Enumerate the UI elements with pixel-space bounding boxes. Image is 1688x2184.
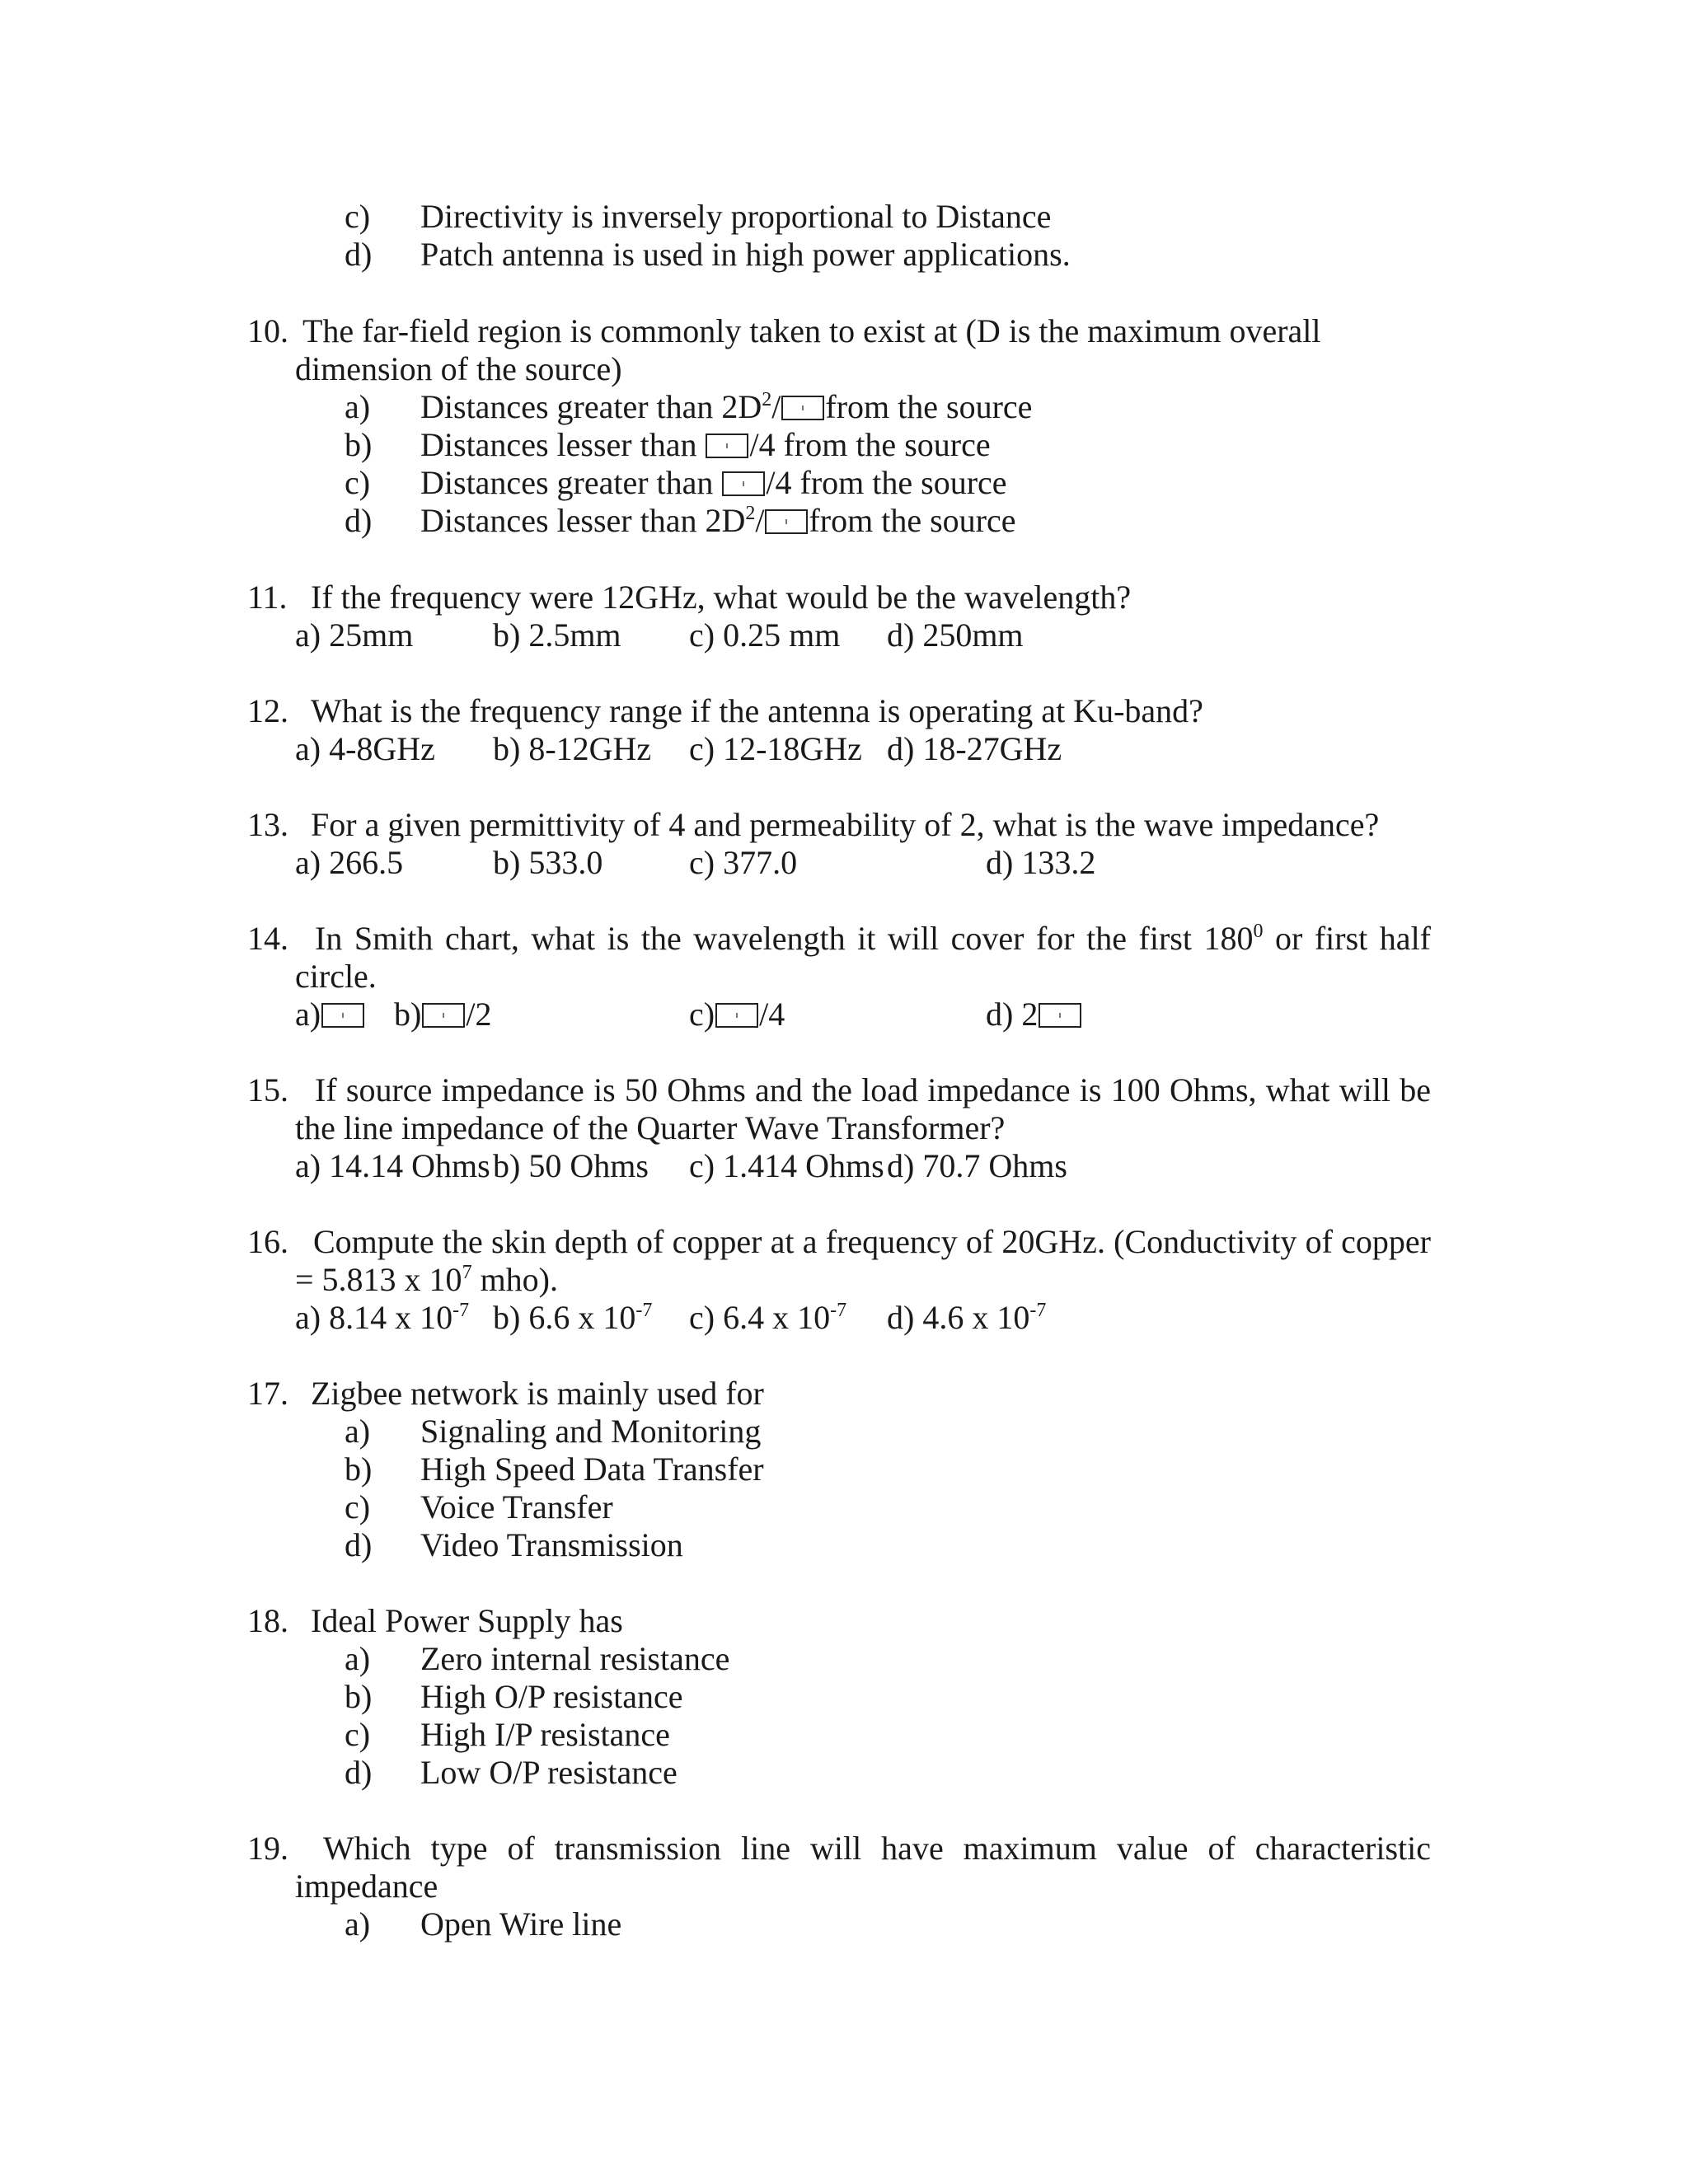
- question-number: 14.: [247, 920, 288, 957]
- option-label: d): [345, 1526, 373, 1563]
- option-text: High Speed Data Transfer: [420, 1451, 764, 1488]
- question-text: Compute the skin depth of copper at a frequency of 20GHz. (Conductivity of copper: [313, 1223, 1431, 1260]
- option-c: c) 377.0: [689, 844, 798, 881]
- option-b: b) 6.6 x $10^{-7}$: [493, 1299, 653, 1336]
- option-d: d) 18-27GHz: [887, 730, 1062, 767]
- option-label: b): [345, 1451, 373, 1488]
- question-number: 10.: [247, 312, 288, 349]
- question-text: = 5.813 x $10^7$ mho).: [295, 1261, 558, 1298]
- lambda-symbol-box: [722, 471, 765, 496]
- question-text: Ideal Power Supply has: [311, 1602, 623, 1639]
- option-d: d) 4.6 x $10^{-7}$: [887, 1299, 1047, 1336]
- question-text: In Smith chart, what is the wavelength it will cover for the first $180^0$ or first half: [315, 920, 1431, 957]
- option-label: b): [345, 1678, 373, 1715]
- option-d: d) 133.2: [986, 844, 1096, 881]
- option-a: a) 8.14 x $10^{-7}$: [295, 1299, 470, 1336]
- option-text: High O/P resistance: [420, 1678, 683, 1715]
- question-text: Zigbee network is mainly used for: [311, 1375, 764, 1412]
- question-text: What is the frequency range if the antenna is operating at Ku-band?: [311, 692, 1203, 729]
- option-d: d) 2: [986, 996, 1082, 1033]
- option-label: d): [345, 236, 373, 273]
- option-label: d): [345, 1754, 373, 1791]
- option-label: c): [345, 464, 371, 501]
- option-label: c): [345, 1488, 371, 1526]
- option-label: c): [345, 198, 371, 235]
- option-label: a): [345, 1640, 371, 1677]
- option-label: a): [345, 1413, 371, 1450]
- option-label: a): [345, 1905, 371, 1943]
- question-number: 11.: [247, 579, 288, 616]
- option-a: a) 4-8GHz: [295, 730, 435, 767]
- option-text: Distances greater than $2D^2/$ from the source: [420, 388, 1033, 425]
- option-text: Zero internal resistance: [420, 1640, 730, 1677]
- option-text: Distances lesser than $2D^2/$ from the source: [420, 502, 1016, 539]
- option-text: Distances lesser than /4 from the source: [420, 426, 991, 463]
- lambda-symbol-box: [1039, 1003, 1081, 1028]
- question-text: If source impedance is 50 Ohms and the load impedance is 100 Ohms, what will be: [315, 1071, 1431, 1108]
- option-a: a): [295, 996, 365, 1033]
- question-number: 17.: [247, 1375, 288, 1412]
- option-d: d) 250mm: [887, 616, 1024, 654]
- option-a: a) 25mm: [295, 616, 414, 654]
- lambda-symbol-box: [422, 1003, 465, 1028]
- option-text: Directivity is inversely proportional to Distance: [420, 198, 1052, 235]
- option-c: c) 6.4 x $10^{-7}$: [689, 1299, 847, 1336]
- lambda-symbol-box: [715, 1003, 758, 1028]
- lambda-symbol-box: [765, 509, 808, 534]
- option-c: c) /4: [689, 996, 785, 1033]
- option-c: c) 0.25 mm: [689, 616, 841, 654]
- question-number: 18.: [247, 1602, 288, 1639]
- option-label: d): [345, 502, 373, 539]
- question-text: impedance: [295, 1868, 438, 1905]
- question-number: 19.: [247, 1830, 288, 1867]
- question-number: 12.: [247, 692, 288, 729]
- option-b: b) 533.0: [493, 844, 603, 881]
- lambda-symbol-box: [321, 1003, 364, 1028]
- question-text: Which type of transmission line will have maximum value of characteristic: [323, 1830, 1431, 1867]
- option-b: b) /2: [394, 996, 492, 1033]
- question-number: 13.: [247, 806, 288, 843]
- option-text: High I/P resistance: [420, 1716, 670, 1753]
- option-text: Voice Transfer: [420, 1488, 613, 1526]
- option-label: a): [345, 388, 371, 425]
- lambda-symbol-box: [706, 434, 748, 458]
- option-label: b): [345, 426, 373, 463]
- option-text: Patch antenna is used in high power applications.: [420, 236, 1071, 273]
- option-b: b) 8-12GHz: [493, 730, 652, 767]
- lambda-symbol-box: [781, 396, 824, 420]
- option-text: Distances greater than /4 from the source: [420, 464, 1007, 501]
- question-number: 15.: [247, 1071, 288, 1108]
- question-number: 16.: [247, 1223, 288, 1260]
- question-text: dimension of the source): [295, 350, 622, 387]
- question-text: circle.: [295, 958, 377, 995]
- option-c: c) 1.414 Ohms: [689, 1147, 884, 1184]
- option-d: d) 70.7 Ohms: [887, 1147, 1067, 1184]
- option-text: Open Wire line: [420, 1905, 622, 1943]
- option-c: c) 12-18GHz: [689, 730, 862, 767]
- option-text: Low O/P resistance: [420, 1754, 678, 1791]
- question-text: If the frequency were 12GHz, what would be the wavelength?: [311, 579, 1132, 616]
- question-text: For a given permittivity of 4 and permeability of 2, what is the wave impedance?: [311, 806, 1380, 843]
- option-label: c): [345, 1716, 371, 1753]
- option-b: b) 2.5mm: [493, 616, 621, 654]
- option-a: a) 266.5: [295, 844, 404, 881]
- option-a: a) 14.14 Ohms: [295, 1147, 490, 1184]
- question-text: the line impedance of the Quarter Wave Transformer?: [295, 1109, 1006, 1146]
- option-text: Video Transmission: [420, 1526, 683, 1563]
- option-b: b) 50 Ohms: [493, 1147, 649, 1184]
- option-text: Signaling and Monitoring: [420, 1413, 762, 1450]
- question-text: The far-field region is commonly taken to exist at (D is the maximum overall: [302, 312, 1321, 349]
